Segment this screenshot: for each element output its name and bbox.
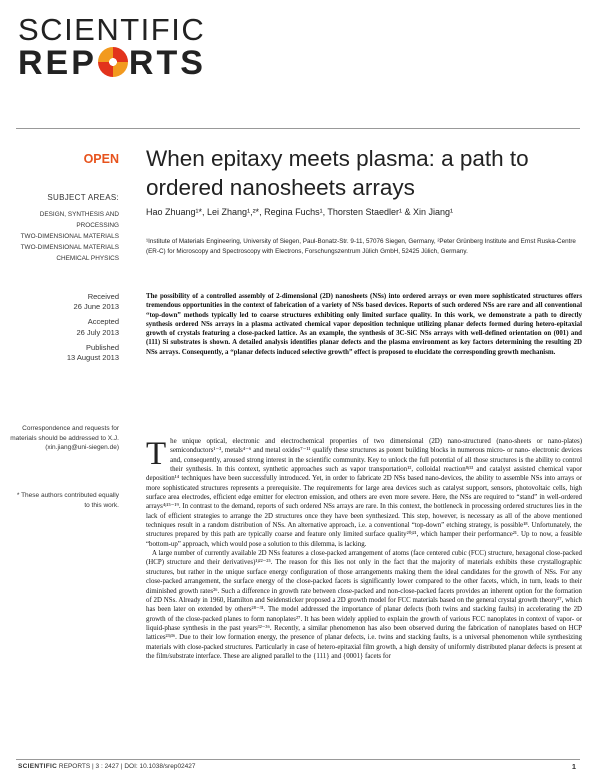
abstract: The possibility of a controlled assembly of 2-dimensional (2D) nanosheets (NSs) into ordered arrays or even more sophisticated structures offers tremendous opportunities in the context of fabrication of a variety of NSs based devices. Reports of such ordered NSs are rare and all conventional “top-down” methods typically led to coarse structures exhibiting only limited surface quality. In this work, we demonstrate a path to directly synthesis ordered NSs arrays in a plasma activated chemical vapor deposition technique utilizing planar defects formed during hetero-epitaxial growth of crystals featuring a close-packed lattice. As an example, the synthesis of 3C-SiC NSs arrays with well-defined orientation on (001) and (111) Si substrates is shown. A detailed analysis identifies planar defects and the plasma environment as key factors determining the resulting 2D NSs arrays. Consequently, a “planar defects induced selective growth” effect is proposed to elucidate the corresponding growth mechanism. (146, 293, 582, 356)
footer-citation (18, 763, 196, 770)
article-body (146, 437, 582, 661)
header-divider (16, 128, 580, 129)
drop-cap: T (146, 436, 167, 472)
published-date: 13 August 2013 (66, 353, 119, 363)
page-number: 1 (571, 762, 576, 771)
article-title: When epitaxy meets plasma: a path to ordered nanosheets arrays (146, 146, 529, 200)
journal-logo-suffix: RTS (128, 44, 206, 82)
open-access-badge: OPEN (83, 152, 119, 166)
subject-area-link[interactable]: DESIGN, SYNTHESIS AND PROCESSING (39, 211, 119, 229)
journal-logo-line2 (18, 46, 206, 80)
subject-areas-list (10, 209, 119, 264)
accepted-date: 26 July 2013 (76, 327, 119, 337)
journal-logo-prefix: REP (18, 44, 97, 82)
footer-journal-rest: REPORTS (57, 763, 91, 770)
subject-area-link[interactable]: TWO-DIMENSIONAL MATERIALS (20, 233, 119, 240)
published-label: Published (86, 342, 119, 352)
body-paragraph-1-text: he unique optical, electronic and electrochemical properties of two dimensional (2D) nano-structured (nano-sheets or nano-plates) semiconductors¹⁻³, metals⁴⁻⁶ and metal oxides⁷⁻¹¹ qualify these structures as potent building blocks in numerous micro- or nano- electronic devices and, consequently, aroused strong interest in the scientific community. Key to unlock the full potential of all those structures is the ability to control their synthesis. In this context, synthetic approaches such as vapor transportation¹², colloidal reaction⁸ʲ¹³ and catalyst assisted chemical vapor deposition¹⁴ techniques have been successfully introduced. Yet, in order to fabricate 2D NSs based nano-devices, the ability to assemble NSs into arrays or more sophisticated structures represents a prerequisite. The requirements for large area devices such as catalyst support, sensors, photovoltaic cells, high surface area electrodes, efficient edge emitter for electron emission, and others are even more severe. Here, the NSs are required to “stand” in well-ordered arrays⁴ʲ¹⁵⁻¹⁹. In contrast to the demand, reports of such ordered NSs arrays are rare. In this context, the bottleneck in processing ordered structures lies in the lack of efficient strategies to arrange the 2D structures once they have been synthesized. This step, however, is necessary as all of the above mentioned techniques result in a random distribution of NSs. An alternative approach, i.e. a conventional “top-down” etching strategy, is possible¹⁸. Unfortunately, the structures prepared by this path are typically coarse and feature only limited surface quality²⁰ʲ²¹, which hamper their performance²¹. Up to now, a feasible “bottom-up” approach, which would pose a solution to this dilemma, is lacking. (146, 438, 582, 548)
journal-logo-line1: SCIENTIFIC (18, 12, 206, 47)
subject-areas-heading: SUBJECT AREAS: (47, 193, 119, 202)
affiliations: ¹Institute of Materials Engineering, University of Siegen, Paul-Bonatz-Str. 9-11, 57076 Siegen, Germany, ²Peter Grünberg Institute and Ernst Ruska-Centre (ER-C) for Microscopy and Spectroscopy with Electrons, Forschungszentrum Jülich GmbH, 52425 Jülich, Germany. (146, 238, 576, 255)
journal-logo-mark-icon (98, 47, 128, 77)
body-paragraph-2: A large number of currently available 2D NSs features a close-packed arrangement of atoms (face centered cubic (FCC) structure, hexagonal close-packed (HCP) structure and their derivatives)¹ʲ²²⁻²⁵. The reason for this lies not only in the fact that the majority of materials exhibits these crystallographic structures, but rather in the unique surface energy configuration of those arrangements making them the ideal candidates for the growth of NSs. For any close-packed arrangement, the surface energy of the close-packed facets is significantly lower compared to the other facets, which, in turn, leads to their diminished growth rates²⁶. Such a difference in growth rate between close-packed and non-close-packed facets provides an inherent option for the formation of 2D NSs. Already in 1960, Hamilton and Seidensticker proposed a 2D growth model for FCC materials based on the general crystal growth theory²⁷, which has been later on extended by others²⁸⁻³¹. The model addressed the importance of planar defects (both twins and stacking faults) in accelerating the 2D growth of the close-packed planes to form nanoplates²⁷. It has been widely applied to explain the growth of various FCC nanoplates in context of vapor- or liquid-phase synthesis in the past years³²⁻³⁶. Recently, a similar phenomenon has also been observed during the fabrication of nanoplates based on HCP lattices²³ʲ³⁶. Due to their low formation energy, the presence of planar defects, i.e. twins and stacking faults, is a universal phenomenon while synthesizing materials with close-packed structures. Particularly in case of hetero-epitaxial film growth, a high density of uniformly distributed planar defects is present at the film/substrate interface. These are aligned parallel to the {111} and {0001} facets for (146, 550, 582, 660)
subject-area-link[interactable]: TWO-DIMENSIONAL MATERIALS (20, 244, 119, 251)
author-list: Hao Zhuang¹*, Lei Zhang¹,²*, Regina Fuchs¹, Thorsten Staedler¹ & Xin Jiang¹ (146, 207, 453, 217)
received-date: 26 June 2013 (73, 302, 119, 312)
footer-doi: | 3 : 2427 | DOI: 10.1038/srep02427 (90, 763, 196, 770)
equal-contribution-note: * These authors contributed equally to this work. (16, 492, 119, 509)
accepted-label: Accepted (87, 317, 119, 327)
subject-area-link[interactable]: CHEMICAL PHYSICS (56, 255, 119, 262)
body-paragraph-1 (146, 437, 582, 549)
publication-dates (10, 292, 119, 363)
footer-divider (16, 759, 580, 760)
correspondence-note: Correspondence and requests for materials should be addressed to X.J. (xin.jiang@uni-siegen.de) (10, 425, 119, 451)
footer-journal-bold: SCIENTIFIC (18, 763, 58, 770)
received-label: Received (87, 292, 119, 301)
